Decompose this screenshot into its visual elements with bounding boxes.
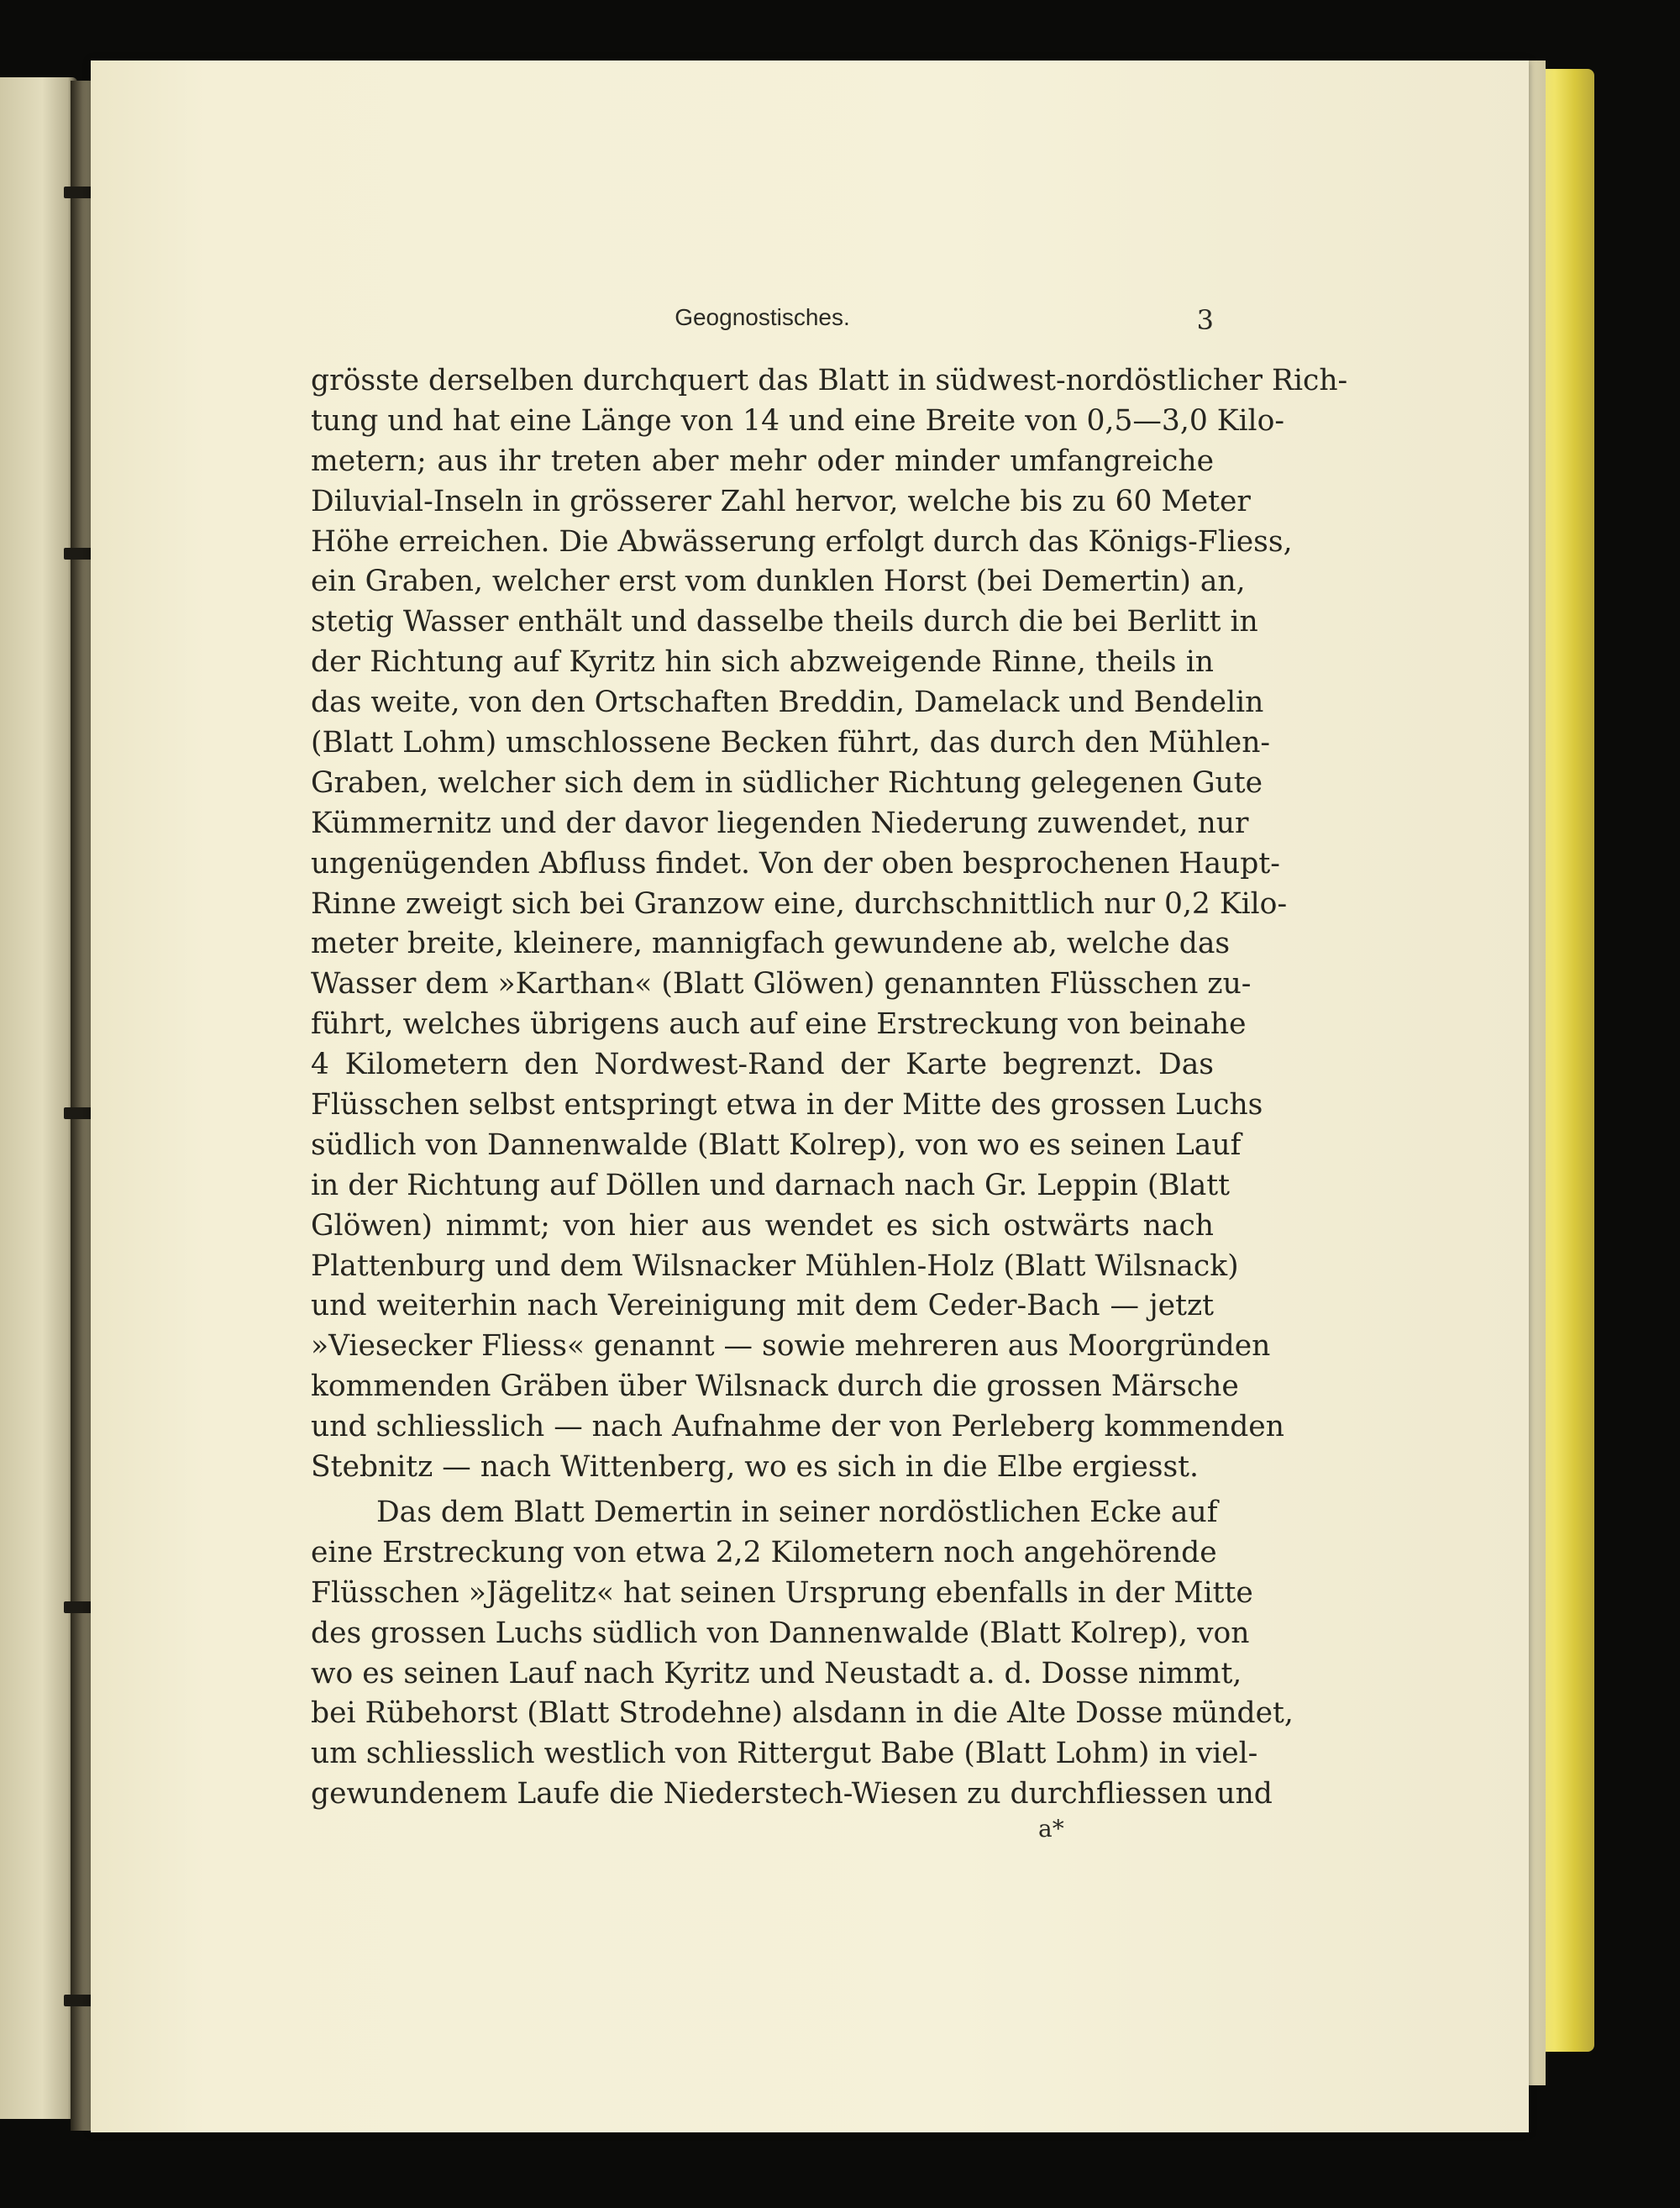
- text-line: Höhe erreichen. Die Abwässerung erfolgt durch das Königs-Fliess,: [311, 524, 1293, 559]
- text-line: gewundenem Laufe die Niederstech-Wiesen zu durchfliessen und: [311, 1777, 1273, 1811]
- page-header: [311, 304, 1214, 338]
- body-text: [311, 361, 1348, 1815]
- text-line: Rinne zweigt sich bei Granzow eine, durchschnittlich nur 0,2 Kilo-: [311, 886, 1288, 921]
- text-line: grösste derselben durchquert das Blatt in südwest-nordöstlicher Rich-: [311, 364, 1348, 397]
- text-line: stetig Wasser enthält und dasselbe theils durch die bei Berlitt in: [311, 605, 1258, 639]
- text-line: kommenden Gräben über Wilsnack durch die grossen Märsche: [311, 1369, 1239, 1404]
- binding-stitch: [64, 1107, 92, 1119]
- text-line: Plattenburg und dem Wilsnacker Mühlen-Holz (Blatt Wilsnack): [311, 1249, 1239, 1283]
- text-line: tung und hat eine Länge von 14 und eine Breite von 0,5—3,0 Kilo-: [311, 403, 1285, 438]
- text-line: bei Rübehorst (Blatt Strodehne) alsdann in die Alte Dosse mündet,: [311, 1696, 1294, 1731]
- text-line: in der Richtung auf Döllen und darnach nach Gr. Leppin (Blatt: [311, 1168, 1230, 1202]
- text-line: (Blatt Lohm) umschlossene Becken führt, das durch den Mühlen-: [311, 726, 1271, 760]
- text-line: Diluvial-Inseln in grösserer Zahl hervor, welche bis zu 60 Meter: [311, 484, 1251, 518]
- text-line: Kümmernitz und der davor liegenden Niederung zuwendet, nur: [311, 806, 1249, 840]
- text-line: wo es seinen Lauf nach Kyritz und Neustadt a. d. Dosse nimmt,: [311, 1656, 1242, 1690]
- text-line: und weiterhin nach Vereinigung mit dem Ceder-Bach — jetzt: [311, 1289, 1214, 1323]
- binding-stitch: [64, 187, 92, 198]
- text-line: metern; aus ihr treten aber mehr oder minder umfangreiche: [311, 444, 1214, 478]
- text-line: der Richtung auf Kyritz hin sich abzweigende Rinne, theils in: [311, 645, 1214, 680]
- text-line: Stebnitz — nach Wittenberg, wo es sich in die Elbe ergiesst.: [311, 1450, 1199, 1485]
- text-line: das weite, von den Ortschaften Breddin, Damelack und Bendelin: [311, 686, 1264, 720]
- text-line: eine Erstreckung von etwa 2,2 Kilometern noch angehörende: [311, 1535, 1217, 1569]
- text-line: Flüsschen »Jägelitz« hat seinen Ursprung ebenfalls in der Mitte: [311, 1575, 1253, 1610]
- text-line: Glöwen) nimmt; von hier aus wendet es sich ostwärts nach: [311, 1208, 1214, 1243]
- page-number: 3: [1196, 304, 1214, 336]
- text-line: des grossen Luchs südlich von Dannenwalde (Blatt Kolrep), von: [311, 1616, 1250, 1650]
- text-line: ein Graben, welcher erst vom dunklen Horst (bei Demertin) an,: [311, 565, 1246, 599]
- text-line: und schliesslich — nach Aufnahme der von Perleberg kommenden: [311, 1410, 1284, 1444]
- binding-stitch: [64, 1995, 92, 2006]
- text-line: Flüsschen selbst entspringt etwa in der Mitte des grossen Luchs: [311, 1088, 1263, 1122]
- left-page-edge: [0, 77, 77, 2119]
- text-line: Wasser dem »Karthan« (Blatt Glöwen) genannten Flüsschen zu-: [311, 967, 1252, 1001]
- running-head: Geognostisches.: [675, 304, 850, 330]
- text-line: führt, welches übrigens auch auf eine Erstreckung von beinahe: [311, 1007, 1247, 1042]
- text-line: ungenügenden Abfluss findet. Von der oben besprochenen Haupt-: [311, 846, 1280, 881]
- text-line: meter breite, kleinere, mannigfach gewundene ab, welche das: [311, 927, 1231, 961]
- binding-stitch: [64, 1601, 92, 1613]
- text-line: um schliesslich westlich von Rittergut Babe (Blatt Lohm) in viel-: [311, 1737, 1258, 1771]
- signature-mark: a*: [1038, 1815, 1064, 1843]
- text-line: Das dem Blatt Demertin in seiner nordöstlichen Ecke auf: [376, 1495, 1218, 1529]
- text-line: Graben, welcher sich dem in südlicher Richtung gelegenen Gute: [311, 765, 1263, 800]
- text-line: »Viesecker Fliess« genannt — sowie mehreren aus Moorgründen: [311, 1329, 1271, 1364]
- binding-stitch: [64, 548, 92, 560]
- text-line: 4 Kilometern den Nordwest-Rand der Karte begrenzt. Das: [311, 1048, 1214, 1082]
- text-line: südlich von Dannenwalde (Blatt Kolrep), von wo es seinen Lauf: [311, 1128, 1242, 1162]
